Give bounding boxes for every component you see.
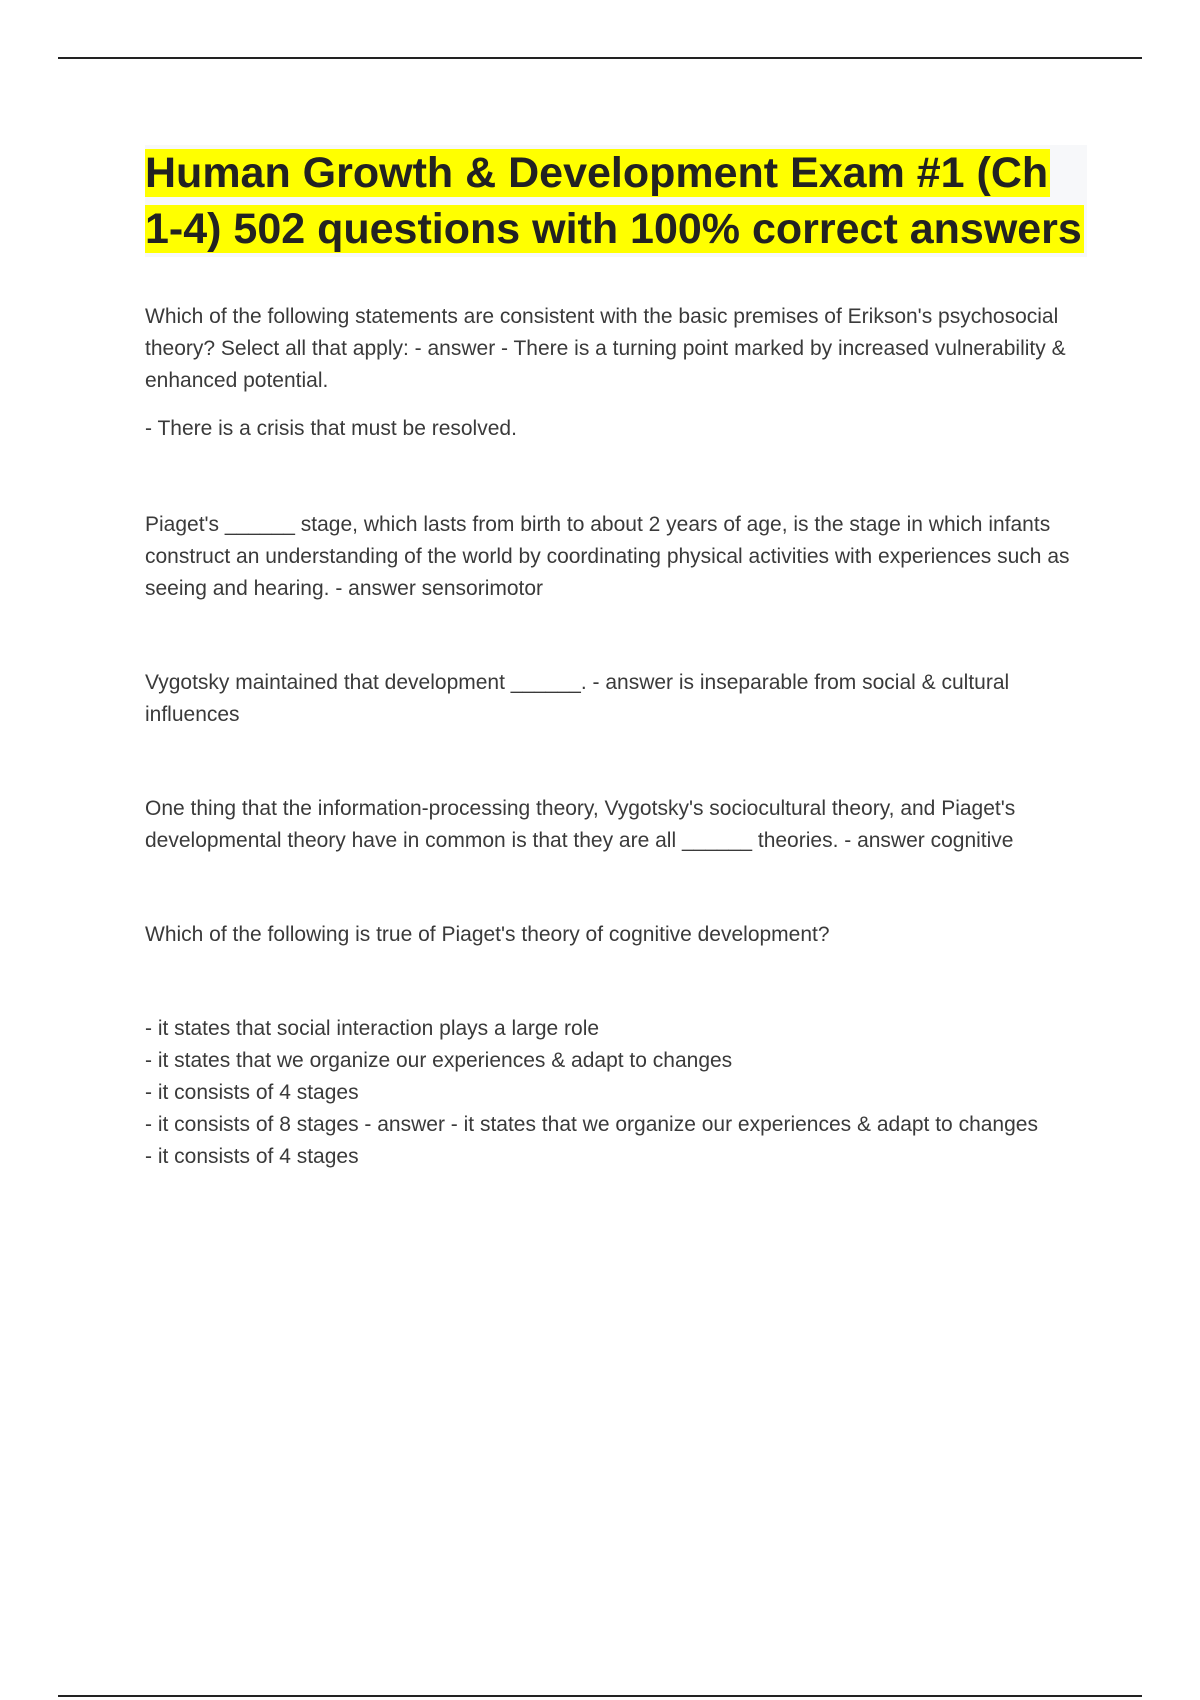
question-4-text: One thing that the information-processing theory, Vygotsky's sociocultural theory, and Piaget's developmental theory have in common is that they are all ______ theories. - answer cognitive bbox=[145, 797, 1016, 852]
question-4 bbox=[145, 793, 1090, 857]
question-1-text: Which of the following statements are consistent with the basic premises of Erikson's psychosocial theory? Select all that apply: - answer - There is a turning point marked by increased vulnerability & enhanced potential. bbox=[145, 305, 1066, 392]
question-5-text: Which of the following is true of Piaget's theory of cognitive development? bbox=[145, 923, 830, 946]
question-2 bbox=[145, 509, 1090, 605]
bottom-rule bbox=[58, 1695, 1142, 1697]
document-title bbox=[145, 145, 1087, 257]
document-body bbox=[145, 145, 1090, 1173]
question-3-text: Vygotsky maintained that development ______. - answer is inseparable from social & cultural influences bbox=[145, 671, 1010, 726]
question-5-option-1: - it states that social interaction plays a large role bbox=[145, 1017, 600, 1040]
question-5 bbox=[145, 919, 1090, 1173]
title-highlight: Human Growth & Development Exam #1 (Ch 1-4) 502 questions with 100% correct answers bbox=[145, 149, 1082, 253]
question-3 bbox=[145, 667, 1090, 731]
title-block bbox=[145, 145, 1087, 257]
question-1 bbox=[145, 301, 1090, 445]
question-5-option-5: - it consists of 4 stages bbox=[145, 1145, 359, 1168]
question-5-option-4: - it consists of 8 stages - answer - it states that we organize our experiences & adapt to changes bbox=[145, 1113, 1038, 1136]
question-1-extra: - There is a crisis that must be resolved. bbox=[145, 417, 517, 440]
question-2-text: Piaget's ______ stage, which lasts from birth to about 2 years of age, is the stage in which infants construct an understanding of the world by coordinating physical activities with experiences such as seeing and hearing. - answer sensorimotor bbox=[145, 513, 1070, 600]
question-5-option-2: - it states that we organize our experiences & adapt to changes bbox=[145, 1049, 733, 1072]
top-rule bbox=[58, 57, 1142, 59]
question-5-option-3: - it consists of 4 stages bbox=[145, 1081, 359, 1104]
